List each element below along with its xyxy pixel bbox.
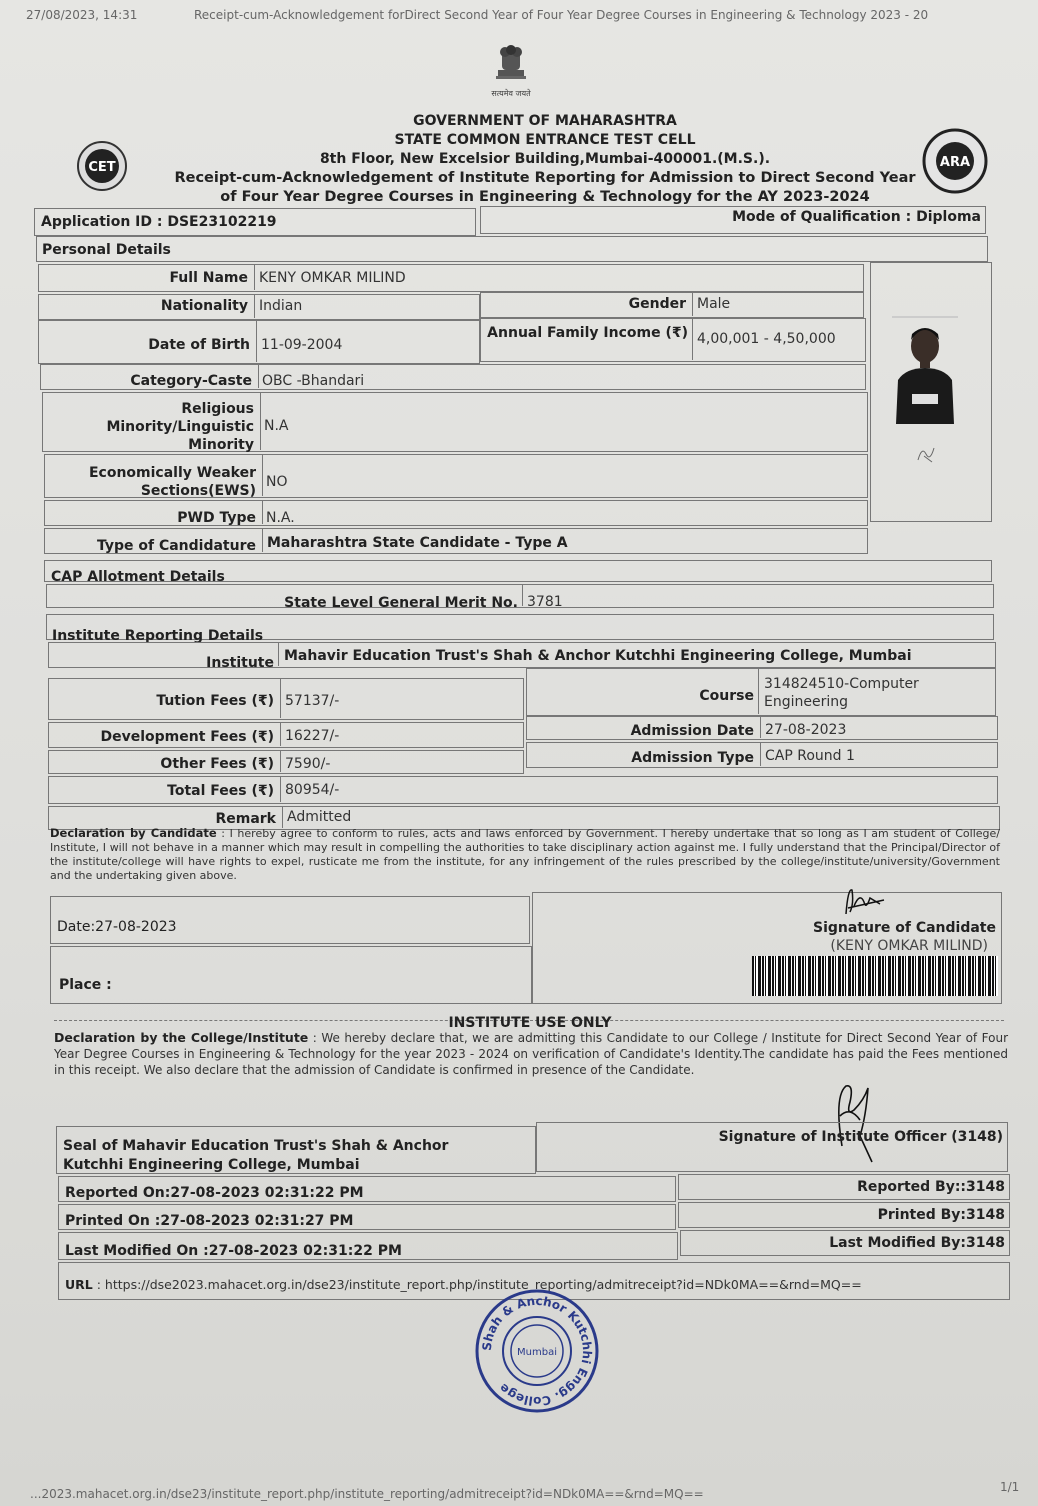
gender-label: Gender [628,296,686,312]
document-heading [150,112,940,207]
candidate-declaration-title: Declaration by Candidate [50,826,217,840]
seal-cell [56,1126,536,1174]
candidature-value: Maharashtra State Candidate - Type A [267,535,568,551]
modified-by-cell [680,1230,1010,1256]
printed-on: Printed On :27-08-2023 02:31:27 PM [65,1213,354,1229]
candidature-label: Type of Candidature [96,538,256,554]
remark-value: Admitted [287,809,352,825]
institute-value: Mahavir Education Trust's Shah & Anchor Kutchhi Engineering College, Mumbai [284,648,912,664]
state-emblem-icon [488,44,534,88]
application-id: Application ID : DSE23102219 [41,214,277,230]
tution-value: 57137/- [285,693,340,709]
printed-by-cell [678,1202,1010,1228]
institute-declaration [54,1030,1008,1078]
heading-line-4: Receipt-cum-Acknowledgement of Institute Reporting for Admission to Direct Second Year [174,170,916,186]
heading-line-2: STATE COMMON ENTRANCE TEST CELL [394,132,696,148]
total-fees-value: 80954/- [285,782,340,798]
reported-on-text: Reported On:27-08-2023 02:31:22 PM [65,1185,364,1201]
footer-url: ...2023.mahacet.org.in/dse23/institute_report.php/institute_reporting/admitreceipt?id=NDk0MA==&rnd=MQ== [30,1487,704,1501]
modified-on-cell [58,1232,678,1260]
ews-label: Economically Weaker Sections(EWS) [88,465,256,499]
dob-label: Date of Birth [148,337,250,353]
last-modified-by: Last Modified By:3148 [829,1235,1005,1251]
pwd-label: PWD Type [177,510,256,526]
admission-type-value: CAP Round 1 [765,748,855,764]
admission-date-value: 27-08-2023 [765,722,847,738]
reported-on [65,1185,364,1201]
institute-declaration-text: : We hereby declare that, we are admitting this Candidate to our College / Institute for Direct Second Year of Four Year Degree Courses in Engineering & Technology for the year 2023 - 2024 on verification of Candidate's Identity.The candidate has paid the Fees mentioned in this receipt. We also declare that the admission of Candidate is confirmed in presence of the Candidate. [54,1031,1008,1077]
url-label: URL [65,1277,93,1292]
other-fees-label: Other Fees (₹) [160,756,274,772]
stamp-inner-text: Mumbai [517,1347,557,1358]
minority-label: Religious Minority/Linguistic Minority [106,401,254,453]
place-cell [50,946,532,1004]
remark-label: Remark [215,811,276,827]
gender-value: Male [697,296,731,312]
svg-text:CET: CET [88,160,116,175]
institute-declaration-title: Declaration by the College/Institute [54,1030,309,1045]
dob-value: 11-09-2004 [261,337,343,353]
category-value: OBC -Bhandari [262,373,365,389]
personal-details-title: Personal Details [42,242,171,258]
candidate-declaration [50,826,1000,883]
application-id-cell [34,208,476,236]
mode-qualification-cell [480,206,986,234]
nationality-value: Indian [259,298,303,314]
course-label: Course [699,688,754,704]
tution-label: Tution Fees (₹) [156,693,274,709]
printed-on-cell [58,1204,676,1230]
reported-by: Reported By::3148 [857,1179,1005,1195]
total-fees-label: Total Fees (₹) [167,783,274,799]
declaration-place: Place : [59,977,112,993]
stamp-outer-text: Shah & Anchor Kutchhi Engg. College [479,1293,595,1409]
barcode-icon [752,956,998,996]
print-title: Receipt-cum-Acknowledgement forDirect Second Year of Four Year Degree Courses in Engineering & Technology 2023 - 20 [194,8,929,22]
cap-header [44,560,992,585]
candidate-declaration-text: : I hereby agree to conform to rules, acts and laws enforced by Government. I hereby undertake that so long as I am student of College/ Institute, I will not behave in a manner which may result in compelling the authorities to take disciplinary action against me. I fully understand that the Principal/Director of the institute/college will have rights to expel, rusticate me from the institute, for any infringement of the rules prescribed by the college/institute/university/Government and the undertaking given above. [50,827,1000,882]
income-label: Annual Family Income (₹) [487,325,688,341]
course-value: 314824510-Computer Engineering [764,676,919,710]
full-name-value: KENY OMKAR MILIND [259,270,406,286]
reported-on-cell [58,1176,676,1202]
url-value[interactable]: : https://dse2023.mahacet.org.in/dse23/institute_report.php/institute_reporting/admitreceipt?id=NDk0MA==&rnd=MQ== [96,1277,862,1292]
minority-value: N.A [264,418,289,434]
ews-value: NO [266,474,288,490]
emblem-caption: सत्यमेव जयते [491,89,531,98]
date-cell [50,896,530,944]
institute-title: Institute Reporting Details [52,628,264,644]
college-stamp-icon [474,1288,600,1414]
svg-text:ARA: ARA [939,155,971,170]
candidate-photo [892,316,958,424]
pwd-value: N.A. [266,510,295,526]
other-fees-value: 7590/- [285,756,331,772]
footer-page: 1/1 [1000,1480,1020,1494]
admission-type-label: Admission Type [631,750,754,766]
officer-signature-cell [536,1122,1008,1172]
nationality-label: Nationality [160,298,248,314]
admission-date-label: Admission Date [630,723,754,739]
merit-value: 3781 [527,594,563,610]
last-modified-on: Last Modified On :27-08-2023 02:31:22 PM [65,1243,402,1259]
mode-of-qualification: Mode of Qualification : Diploma [732,209,981,225]
personal-details-header [36,236,988,262]
url-line [65,1277,862,1292]
dev-fees-label: Development Fees (₹) [100,729,274,745]
candidate-signature-label: Signature of Candidate [813,920,996,936]
declaration-date: Date:27-08-2023 [57,919,177,935]
cap-title: CAP Allotment Details [51,569,225,585]
income-value: 4,00,001 - 4,50,000 [697,331,836,347]
full-name-label: Full Name [169,270,248,286]
institute-use-title: INSTITUTE USE ONLY [448,1015,612,1031]
officer-signature-label: Signature of Institute Officer (3148) [718,1129,1003,1145]
institute-header [46,614,994,644]
institute-seal-text: Seal of Mahavir Education Trust's Shah & Anchor Kutchhi Engineering College, Mumbai [63,1138,449,1173]
print-datetime: 27/08/2023, 14:31 [26,8,138,22]
cet-logo-icon [76,140,128,192]
candidate-signature-icon [836,884,888,920]
heading-line-1: GOVERNMENT OF MAHARASHTRA [413,113,677,129]
printed-by: Printed By:3148 [877,1207,1005,1223]
candidate-signature-name: (KENY OMKAR MILIND) [830,938,988,954]
heading-line-3: 8th Floor, New Excelsior Building,Mumbai-400001.(M.S.). [319,151,771,167]
photo-initials-icon [914,440,940,466]
merit-label: State Level General Merit No. [284,595,518,611]
reported-by-cell [678,1174,1010,1200]
heading-line-5: of Four Year Degree Courses in Engineering & Technology for the AY 2023-2024 [220,189,870,205]
institute-label: Institute [206,655,274,671]
dev-fees-value: 16227/- [285,728,340,744]
category-label: Category-Caste [130,373,252,389]
